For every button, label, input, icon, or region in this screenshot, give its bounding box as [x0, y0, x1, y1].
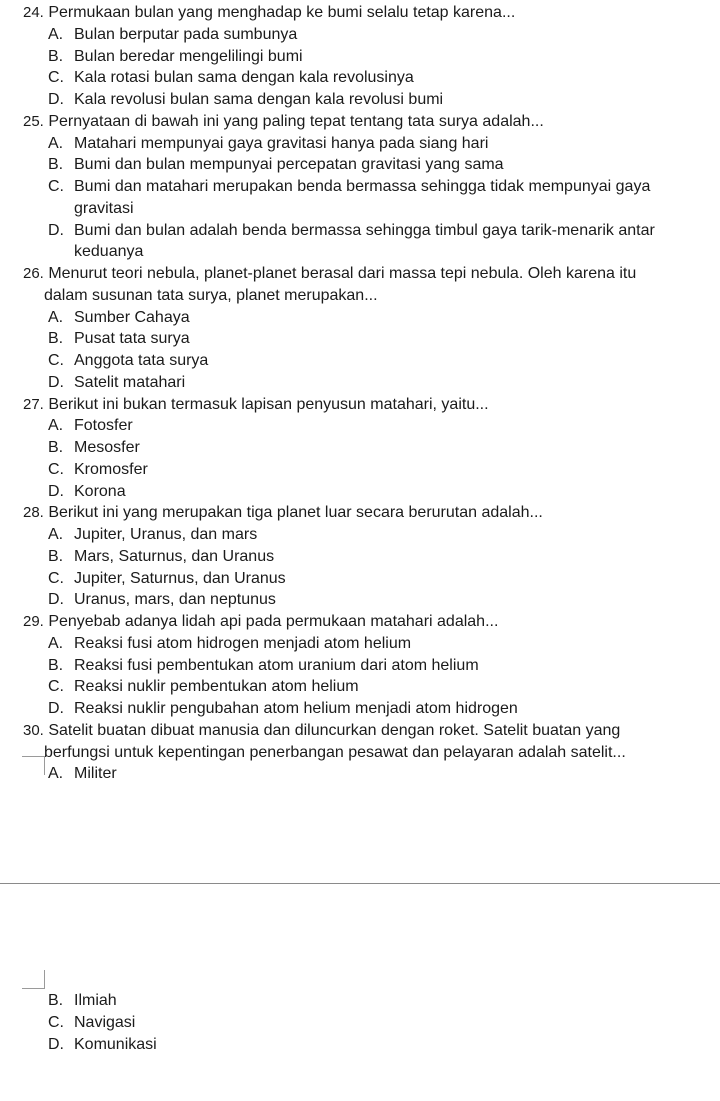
- question-number: 28.: [23, 504, 44, 522]
- option-text: Militer: [74, 765, 117, 783]
- question-number: 30.: [23, 721, 44, 739]
- option-text: Mars, Saturnus, dan Uranus: [74, 547, 275, 565]
- option-text: Bulan berputar pada sumbunya: [74, 25, 298, 43]
- option-letter: C.: [48, 460, 64, 478]
- question-text: Menurut teori nebula, planet-planet berasal dari massa tepi nebula. Oleh karena itu: [48, 265, 637, 282]
- question-stem: [0, 394, 720, 416]
- option-letter: C.: [48, 1013, 64, 1031]
- question-text-continued: berfungsi untuk kepentingan penerbangan pesawat dan pelayaran adalah satelit...: [44, 743, 626, 761]
- option-letter: D.: [48, 221, 64, 239]
- option: [0, 589, 720, 611]
- option: [0, 176, 720, 198]
- option-letter: B.: [48, 156, 64, 174]
- option-text: Komunikasi: [74, 1035, 157, 1053]
- option: [0, 133, 720, 155]
- question-stem: [0, 720, 720, 742]
- option-letter: D.: [48, 1035, 64, 1053]
- question-text: Satelit buatan dibuat manusia dan diluncurkan dengan roket. Satelit buatan yang: [48, 721, 621, 739]
- option: [0, 24, 720, 46]
- option-text-continued: keduanya: [74, 243, 144, 261]
- option-text: Navigasi: [74, 1013, 136, 1031]
- option-text: Pusat tata surya: [74, 330, 190, 348]
- option-letter: A.: [48, 634, 64, 652]
- option: [0, 568, 720, 590]
- option-letter: B.: [48, 656, 64, 674]
- question-text: Penyebab adanya lidah api pada permukaan matahari adalah...: [48, 613, 499, 630]
- option: [0, 655, 720, 677]
- question-number: 26.: [23, 265, 44, 282]
- question-number: 29.: [23, 613, 44, 630]
- option: [0, 990, 720, 1012]
- option: [0, 437, 720, 459]
- option-text: Kala revolusi bulan sama dengan kala revolusi bumi: [74, 91, 444, 108]
- option: [0, 89, 720, 111]
- question-text-continued: dalam susunan tata surya, planet merupakan...: [44, 286, 378, 304]
- question-stem: [0, 2, 720, 24]
- option-letter: D.: [48, 591, 64, 609]
- option-text: Reaksi fusi atom hidrogen menjadi atom helium: [74, 634, 412, 652]
- question-text: Berikut ini bukan termasuk lapisan penyusun matahari, yaitu...: [48, 395, 489, 413]
- option-text: Kala rotasi bulan sama dengan kala revolusinya: [74, 69, 414, 87]
- question-stem: [0, 263, 720, 285]
- option: [0, 372, 720, 394]
- question-stem: [0, 611, 720, 633]
- option-text: Korona: [74, 482, 126, 500]
- option-text-continued: gravitasi: [74, 199, 134, 217]
- question-text: Berikut ini yang merupakan tiga planet luar secara berurutan adalah...: [48, 504, 543, 522]
- option-letter: C.: [48, 178, 64, 195]
- page-corner-mark-top: [22, 756, 45, 775]
- continued-options: [0, 990, 720, 1055]
- option-letter: B.: [48, 547, 64, 565]
- option-text: Reaksi fusi pembentukan atom uranium dari atom helium: [74, 656, 479, 674]
- option-letter: A.: [48, 308, 64, 326]
- option-text: Bulan beredar mengelilingi bumi: [74, 47, 303, 65]
- option-text: Satelit matahari: [74, 373, 186, 391]
- option: [0, 307, 720, 329]
- question-stem: [0, 502, 720, 524]
- option-letter: D.: [48, 91, 64, 108]
- option: [0, 676, 720, 698]
- question-number: 24.: [23, 4, 44, 21]
- option-letter: C.: [48, 352, 64, 369]
- option-letter: C.: [48, 678, 64, 696]
- option-text: Sumber Cahaya: [74, 308, 190, 326]
- option: [0, 46, 720, 68]
- option-letter: B.: [48, 47, 64, 65]
- option-text: Reaksi nuklir pembentukan atom helium: [74, 678, 359, 696]
- option-text: Uranus, mars, dan neptunus: [74, 591, 276, 609]
- option: [0, 524, 720, 546]
- option: [0, 415, 720, 437]
- option: [0, 328, 720, 350]
- option: [0, 1012, 720, 1034]
- option-text: Kromosfer: [74, 460, 148, 478]
- option-text: Ilmiah: [74, 992, 117, 1009]
- question-stem: [0, 111, 720, 133]
- option-letter: A.: [48, 134, 64, 152]
- option-letter: B.: [48, 330, 64, 348]
- option-letter: A.: [48, 765, 64, 783]
- option-letter: B.: [48, 992, 64, 1009]
- option: [0, 481, 720, 503]
- option-text: Jupiter, Uranus, dan mars: [74, 526, 258, 543]
- option-text: Fotosfer: [74, 417, 133, 435]
- question-list: [0, 2, 720, 785]
- page-corner-mark-bottom: [22, 970, 45, 989]
- option-letter: A.: [48, 417, 64, 435]
- option: [0, 154, 720, 176]
- option: [0, 220, 720, 242]
- option: [0, 698, 720, 720]
- option-letter: C.: [48, 569, 64, 587]
- option-letter: C.: [48, 69, 64, 87]
- option-text: Jupiter, Saturnus, dan Uranus: [74, 569, 286, 587]
- option-letter: A.: [48, 526, 64, 543]
- option-text: Bumi dan bulan mempunyai percepatan gravitasi yang sama: [74, 156, 504, 174]
- option-letter: D.: [48, 373, 64, 391]
- option-text: Bumi dan matahari merupakan benda bermassa sehingga tidak mempunyai gaya: [74, 178, 651, 195]
- page-divider: [0, 883, 720, 884]
- option-text: Matahari mempunyai gaya gravitasi hanya pada siang hari: [74, 134, 489, 152]
- option: [0, 67, 720, 89]
- option-letter: D.: [48, 482, 64, 500]
- option-text: Mesosfer: [74, 439, 140, 456]
- option-letter: B.: [48, 439, 64, 456]
- option-letter: D.: [48, 700, 64, 717]
- option: [0, 546, 720, 568]
- option-text: Anggota tata surya: [74, 352, 209, 369]
- option: [0, 763, 720, 785]
- option: [0, 1034, 720, 1056]
- option: [0, 633, 720, 655]
- option-text: Bumi dan bulan adalah benda bermassa sehingga timbul gaya tarik-menarik antar: [74, 221, 655, 239]
- option: [0, 459, 720, 481]
- question-text: Permukaan bulan yang menghadap ke bumi selalu tetap karena...: [48, 4, 516, 21]
- question-number: 25.: [23, 112, 44, 130]
- option-text: Reaksi nuklir pengubahan atom helium menjadi atom hidrogen: [74, 700, 518, 717]
- option-letter: A.: [48, 25, 64, 43]
- question-number: 27.: [23, 395, 44, 413]
- option: [0, 350, 720, 372]
- question-text: Pernyataan di bawah ini yang paling tepat tentang tata surya adalah...: [48, 112, 544, 130]
